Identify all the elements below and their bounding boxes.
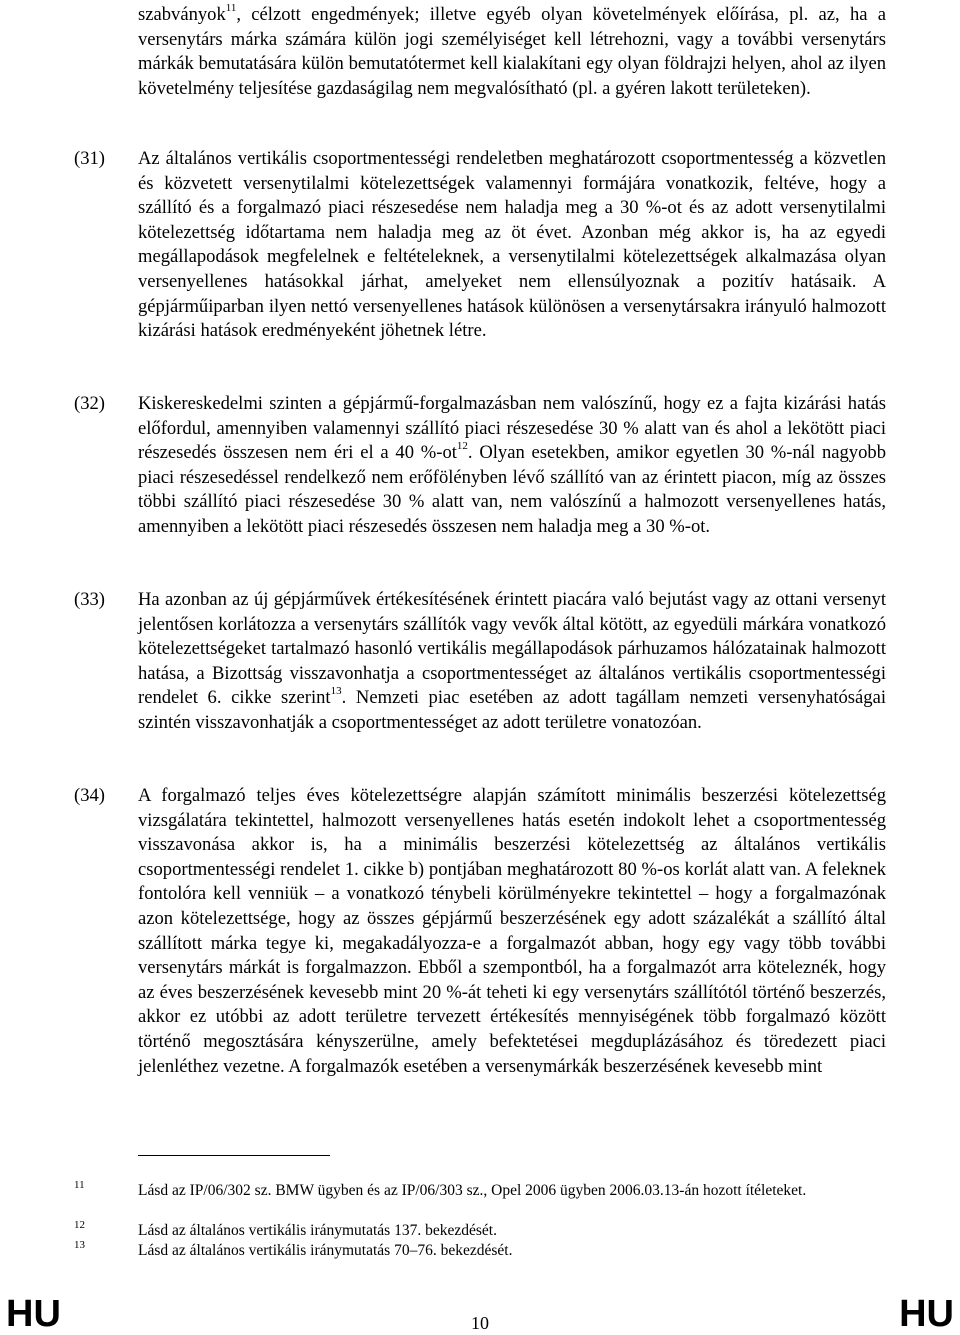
- footnote-12: [74, 1221, 886, 1240]
- footnote-number: 13: [74, 1239, 85, 1251]
- paragraph-34: [74, 784, 886, 1079]
- footnote-text: Lásd az általános vertikális iránymutatás 137. bekezdését.: [138, 1222, 497, 1239]
- page-number: 10: [471, 1313, 489, 1333]
- paragraph-text-start: Kiskereskedelmi szinten a gépjármű-forgalmazásban nem valószínű, hogy ez a fajta kizárási hatás előfordul, amennyiben valamennyi szállító piaci részesedése 30 % alatt van és ahol a lekötött piaci részesedés összesen nem éri el a 40 %-ot: [138, 393, 886, 464]
- footnote-number: 12: [74, 1219, 85, 1231]
- footnote-separator: [138, 1155, 330, 1156]
- paragraph-33: [74, 588, 886, 736]
- language-code-right: HU: [899, 1293, 954, 1335]
- paragraph-text-end: . Nemzeti piac esetében az adott tagállam nemzeti versenyhatóságai szintén visszavonhatják a csoportmentességet az adott területre vonatozóan.: [138, 687, 886, 733]
- paragraph-body: [138, 392, 886, 540]
- paragraph-text-start: Ha azonban az új gépjárművek értékesítésének érintett piacára való bejutást vagy az ottani versenyt jelentősen korlátozza a versenytárs szállítók vagy vevők által kötött, az egyedüli márkára vonatkozó kötelezettségeket tartalmazó hasonló vertikális megállapodások párhuzamos hálózatainak halmozott hatása, a Bizottság visszavonhatja a csoportmentességet az általános vertikális csoportmentességi rendelet 6. cikke szerint: [138, 589, 886, 709]
- intro-paragraph: [138, 3, 886, 101]
- intro-text-end: , célzott engedmények; illetve egyéb olyan követelmények előírása, pl. az, ha a versenytárs márka számára külön jogi személyiséget kell létrehozni, vagy a további versenytárs márkák bemutatására külön bemutatótermet kell kialakítani egy olyan földrajzi helyen, ahol az ilyen követelmény teljesítése gazdaságilag nem megvalósítható (pl. a gyéren lakott területeken).: [138, 4, 886, 99]
- footnote-ref-12[interactable]: 12: [456, 440, 468, 452]
- footnote-text: Lásd az IP/06/302 sz. BMW ügyben és az IP/06/303 sz., Opel 2006 ügyben 2006.03.13-án hozott ítéleteket.: [138, 1182, 807, 1199]
- paragraph-number: (33): [74, 589, 105, 610]
- footnote-ref-11[interactable]: 11: [225, 1, 237, 14]
- footnote-13: [74, 1241, 886, 1260]
- paragraph-number: (34): [74, 785, 105, 806]
- paragraph-32: [74, 392, 886, 540]
- footnote-text: Lásd az általános vertikális iránymutatás 70–76. bekezdését.: [138, 1242, 513, 1259]
- paragraph-body: Az általános vertikális csoportmentességi rendeletben meghatározott csoportmentesség a közvetlen és közvetett versenytilalmi kötelezettségek valamennyi formájára vonatkozik, feltéve, hogy a szállító és a forgalmazó piaci részesedése nem haladja meg a 30 %-ot és az adott versenytilalmi kötelezettség időtartama nem haladja meg az öt évet. Azonban még akkor is, ha az egyedi megállapodások megfelelnek e feltételeknek, a versenytilalmi kötelezettségek alkalmazása olyan versenyellenes hatásokkal járhat, amelyeket nem ellensúlyoznak a pozitív hatásaik. A gépjárműiparban ilyen nettó versenyellenes hatások különösen a versenytársakra irányuló halmozott kizárási hatások eredményeként jöhetnek létre.: [138, 148, 886, 342]
- footnote-ref-13[interactable]: 13: [330, 685, 342, 698]
- paragraph-body: [138, 588, 886, 736]
- paragraph-body: A forgalmazó teljes éves kötelezettségre alapján számított minimális beszerzési kötelezettség vizsgálatára tekintettel, halmozott versenyellenes hatás esetén indokolt lehet a csoportmentesség visszavonása akkor is, ha a minimális beszerzési kötelezettség az általános vertikális csoportmentességi rendelet 1. cikke b) pontjában meghatározott 80 %-os korlát alatt van. A feleknek fontolóra kell venniük – a vonatkozó ténybeli körülményekre tekintettel – hogy a forgalmazónak azon kötelezettsége, hogy az összes gépjármű beszerzésének egy adott százalékát a szállító által szállított márka tegye ki, megakadályozza-e a forgalmazót abban, hogy egy vagy több további versenytárs márkát is forgalmazzon. Ebből a szempontból, ha a forgalmazót arra köteleznék, hogy az éves beszerzésének kevesebb mint 20 %-át teheti ki egy versenytárs szállítótól történő beszerzés, akkor ez utóbbi az adott területre tervezett értékesítés mennyiségének több forgalmazó között történő megosztására kényszerülne, amely befektetései megduplázásához és töredezett piaci jelenléthez vezetne. A forgalmazók esetében a versenymárkák beszerzésének kevesebb mint: [138, 785, 886, 1077]
- paragraph-number: (31): [74, 148, 105, 169]
- paragraph-number: (32): [74, 393, 105, 414]
- language-code-left: HU: [6, 1293, 61, 1335]
- paragraph-31: [74, 147, 886, 344]
- paragraph-text-end: . Olyan esetekben, amikor egyetlen 30 %-nál nagyobb piaci részesedéssel rendelkező nem erőfölényben lévő szállító van az érintett piacon, míg az összes többi szállító piaci részesedése 30 % alatt van, nem valószínű a halmozott versenyellenes hatás, amennyiben a lekötött piaci részesedés összesen nem haladja meg a 30 %-ot.: [138, 442, 886, 537]
- intro-text-start: szabványok: [138, 4, 226, 25]
- footnote-11: [74, 1181, 886, 1200]
- footnote-number: 11: [74, 1179, 85, 1191]
